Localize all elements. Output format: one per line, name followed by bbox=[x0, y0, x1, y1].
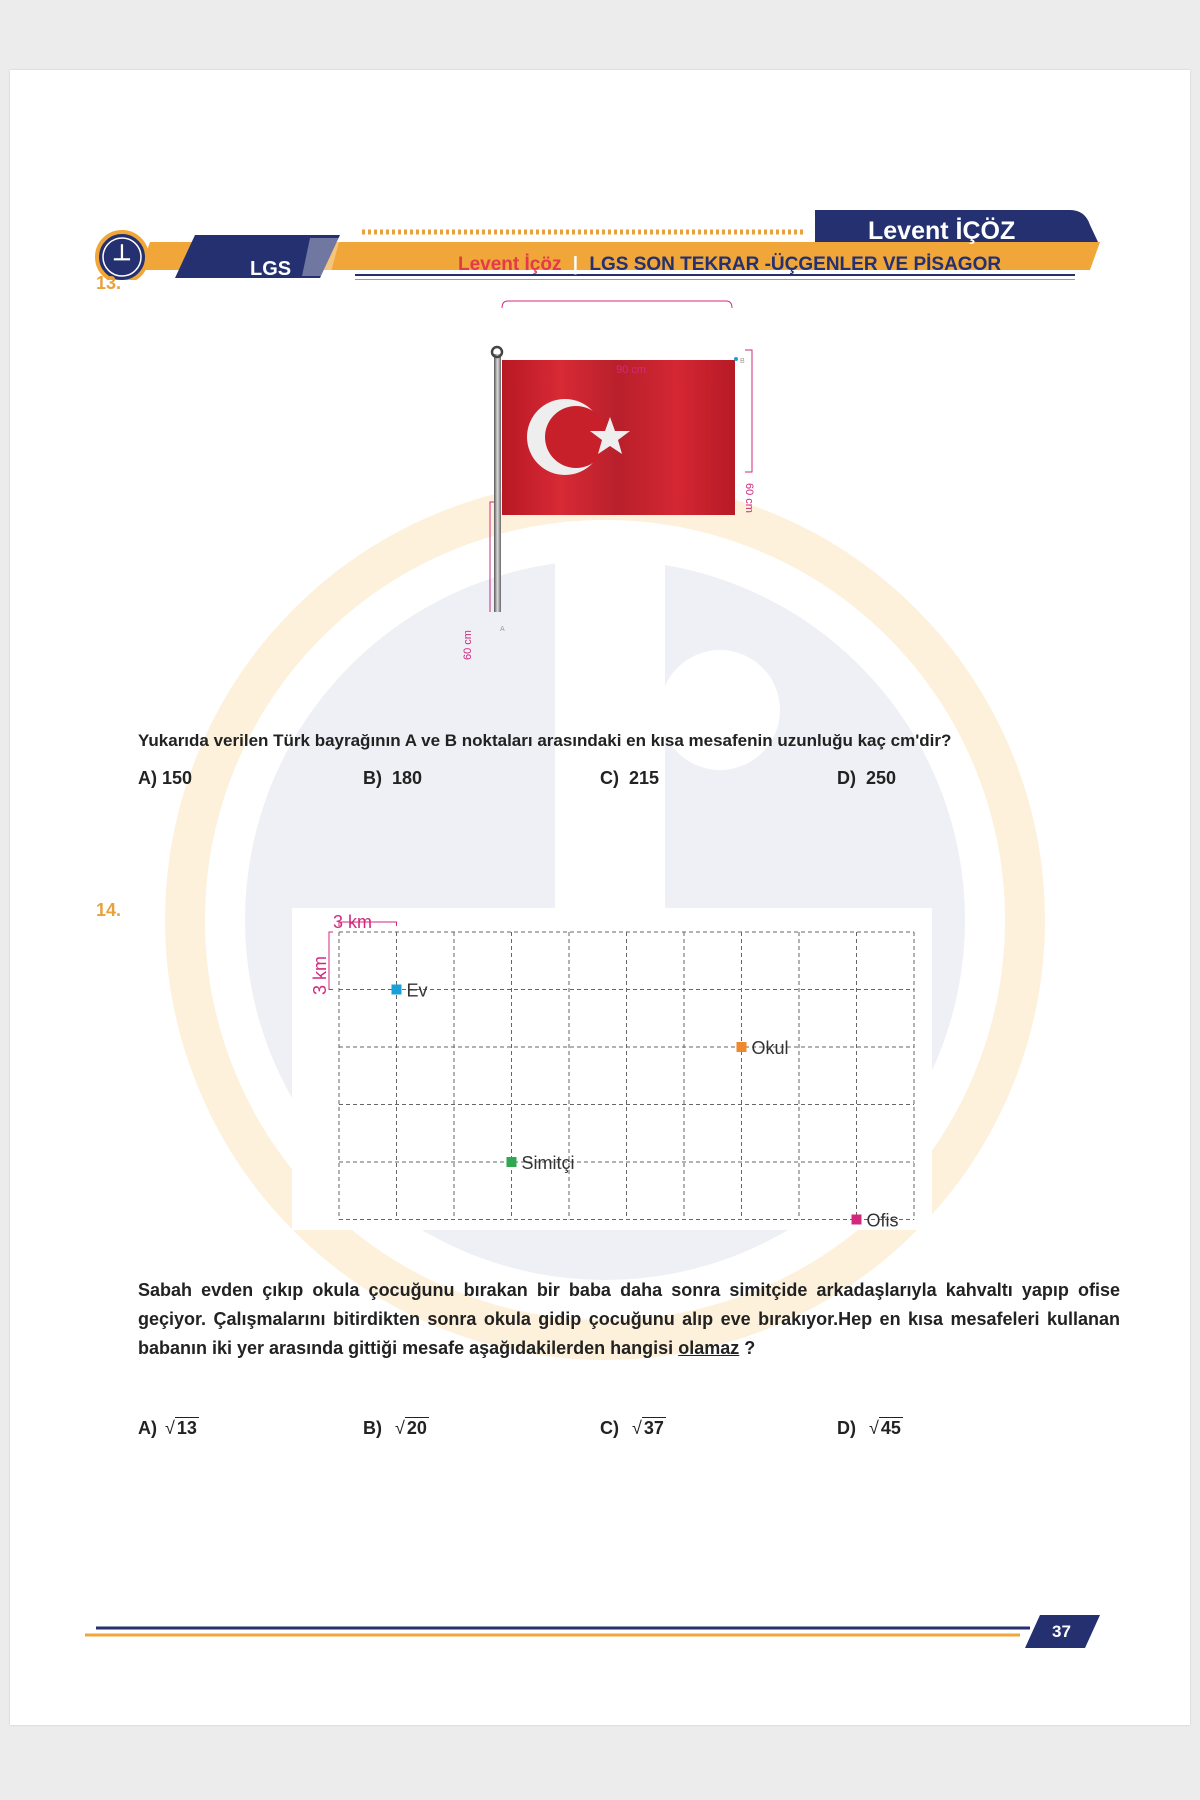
q14-option-d[interactable]: D) √ 45 bbox=[837, 1418, 901, 1438]
place-marker-simitçi bbox=[507, 1157, 517, 1167]
flag-height-label: 60 cm bbox=[743, 483, 755, 513]
flag-pole bbox=[494, 354, 501, 612]
place-marker-okul bbox=[737, 1042, 747, 1052]
footer-bar bbox=[10, 1610, 1190, 1670]
point-a-label: A bbox=[500, 626, 505, 633]
place-label-ev: Ev bbox=[406, 980, 428, 1001]
document-page bbox=[10, 70, 1190, 1725]
header-title: LGS SON TEKRAR -ÜÇGENLER VE PİSAGOR bbox=[589, 254, 1002, 275]
place-label-ofis: Ofis bbox=[866, 1210, 899, 1230]
place-marker-ev bbox=[392, 985, 402, 995]
pole-height-label: 60 cm bbox=[462, 630, 474, 660]
option-value: 150 bbox=[162, 768, 193, 788]
question-13-number: 13. bbox=[96, 273, 122, 293]
option-letter: C) bbox=[600, 1418, 619, 1438]
question-14-text-end: ? bbox=[739, 1338, 756, 1358]
place-label-simitçi: Simitçi bbox=[521, 1153, 575, 1173]
option-value: 215 bbox=[629, 768, 660, 788]
question-14-number: 14. bbox=[96, 900, 122, 920]
q13-option-b[interactable] bbox=[363, 768, 422, 789]
question-14-text bbox=[138, 1276, 1120, 1363]
option-radicand: 13 bbox=[176, 1418, 197, 1438]
question-13-text: Yukarıda verilen Türk bayrağının A ve B noktaları arasındaki en kısa mesafenin uzunluğu kaç cm'dir? bbox=[138, 731, 952, 750]
option-letter: B) bbox=[363, 768, 382, 788]
option-letter: A) bbox=[138, 768, 157, 788]
place-label-okul: Okul bbox=[751, 1038, 789, 1058]
option-letter: C) bbox=[600, 768, 619, 788]
header-title-line bbox=[458, 254, 1001, 276]
point-b-label: B bbox=[740, 358, 745, 365]
q13-option-c[interactable] bbox=[600, 768, 659, 789]
option-radicand: 45 bbox=[880, 1418, 901, 1438]
question-14-underlined: olamaz bbox=[678, 1338, 740, 1358]
header-separator: | bbox=[572, 254, 579, 275]
y-scale-label: 3 km bbox=[310, 955, 330, 995]
option-value: 250 bbox=[866, 768, 897, 788]
place-marker-ofis bbox=[852, 1215, 862, 1225]
logo-icon: ⊥ bbox=[112, 240, 132, 265]
q14-option-b[interactable]: B) √ 20 bbox=[363, 1418, 427, 1438]
flag-width-label: 90 cm bbox=[616, 364, 646, 376]
map-grid bbox=[292, 908, 932, 1230]
flag-figure bbox=[460, 292, 810, 612]
question-14-text-main: Sabah evden çıkıp okula çocuğunu bırakan bir baba daha sonra simitçide arkadaşlarıyla kahvaltı yapıp ofise geçiyor. Çalışmalarını bitirdikten sonra okula gidip çocuğunu alıp eve bırakıyor.Hep en kısa mesafeleri kullanan babanın iki yer arasında gittiği mesafe aşağıdakilerden hangisi bbox=[138, 1280, 1120, 1358]
q14-option-c[interactable]: C) √ 37 bbox=[600, 1418, 664, 1438]
q14-option-a[interactable]: A) √ 13 bbox=[138, 1418, 197, 1438]
header-badge: LGS bbox=[250, 258, 292, 280]
option-radicand: 20 bbox=[406, 1418, 427, 1438]
q13-option-d[interactable] bbox=[837, 768, 896, 789]
header-brand-red: Levent İçöz bbox=[458, 254, 562, 275]
option-letter: D) bbox=[837, 1418, 856, 1438]
option-radicand: 37 bbox=[643, 1418, 664, 1438]
q13-option-a[interactable] bbox=[138, 768, 192, 789]
header-brand: Levent İÇÖZ bbox=[868, 217, 1016, 245]
option-letter: A) bbox=[138, 1418, 157, 1438]
page-number: 37 bbox=[1052, 1622, 1071, 1641]
option-letter: B) bbox=[363, 1418, 382, 1438]
option-letter: D) bbox=[837, 768, 856, 788]
option-value: 180 bbox=[392, 768, 423, 788]
x-scale-label: 3 km bbox=[333, 912, 373, 932]
